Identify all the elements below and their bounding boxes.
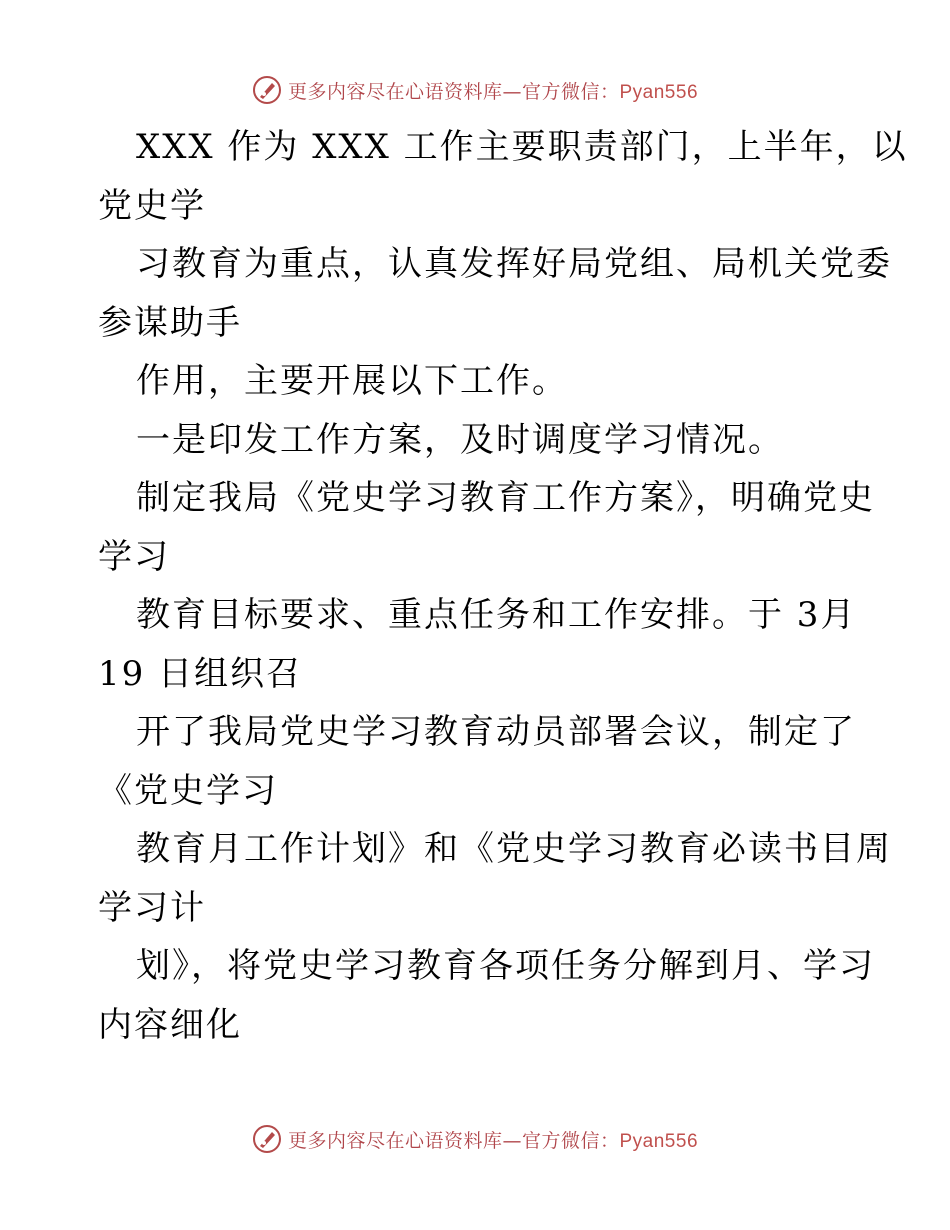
watermark-wechat-id: Pyan556 (619, 1130, 699, 1152)
body-line: 学习计 (98, 887, 206, 928)
body-line: 习教育为重点，认真发挥好局党组、局机关党委 (136, 244, 892, 284)
body-line: 开了我局党史学习教育动员部署会议，制定了 (136, 712, 856, 752)
body-line: 内容细化 (98, 1004, 242, 1045)
pen-nib-logo-icon (252, 1124, 282, 1154)
watermark-text: 更多内容尽在心语资料库—官方微信： (287, 1129, 620, 1152)
body-line: 制定我局《党史学习教育工作方案》，明确党史 (136, 478, 875, 518)
body-line: 19 日组织召 (98, 653, 303, 694)
body-line: 划》，将党史学习教育各项任务分解到月、学习 (136, 946, 875, 986)
pen-nib-logo-icon (252, 75, 282, 105)
footer-watermark (0, 1122, 950, 1156)
document-body (98, 118, 908, 1054)
body-line: 《党史学习 (98, 770, 278, 811)
body-line: XXX 作为 XXX 工作主要职责部门，上半年，以 (136, 127, 908, 167)
watermark-text: 更多内容尽在心语资料库—官方微信： (287, 80, 620, 103)
body-line: 参谋助手 (98, 302, 242, 343)
body-line: 作用，主要开展以下工作。 (136, 361, 568, 401)
body-line: 党史学 (98, 185, 206, 226)
body-line: 教育月工作计划》和《党史学习教育必读书目周 (136, 829, 892, 869)
header-watermark (0, 73, 950, 107)
body-line: 学习 (98, 536, 170, 577)
body-line: 一是印发工作方案，及时调度学习情况。 (136, 419, 784, 460)
watermark-wechat-id: Pyan556 (619, 81, 699, 103)
body-line: 教育目标要求、重点任务和工作安排。于 3月 (136, 595, 857, 635)
